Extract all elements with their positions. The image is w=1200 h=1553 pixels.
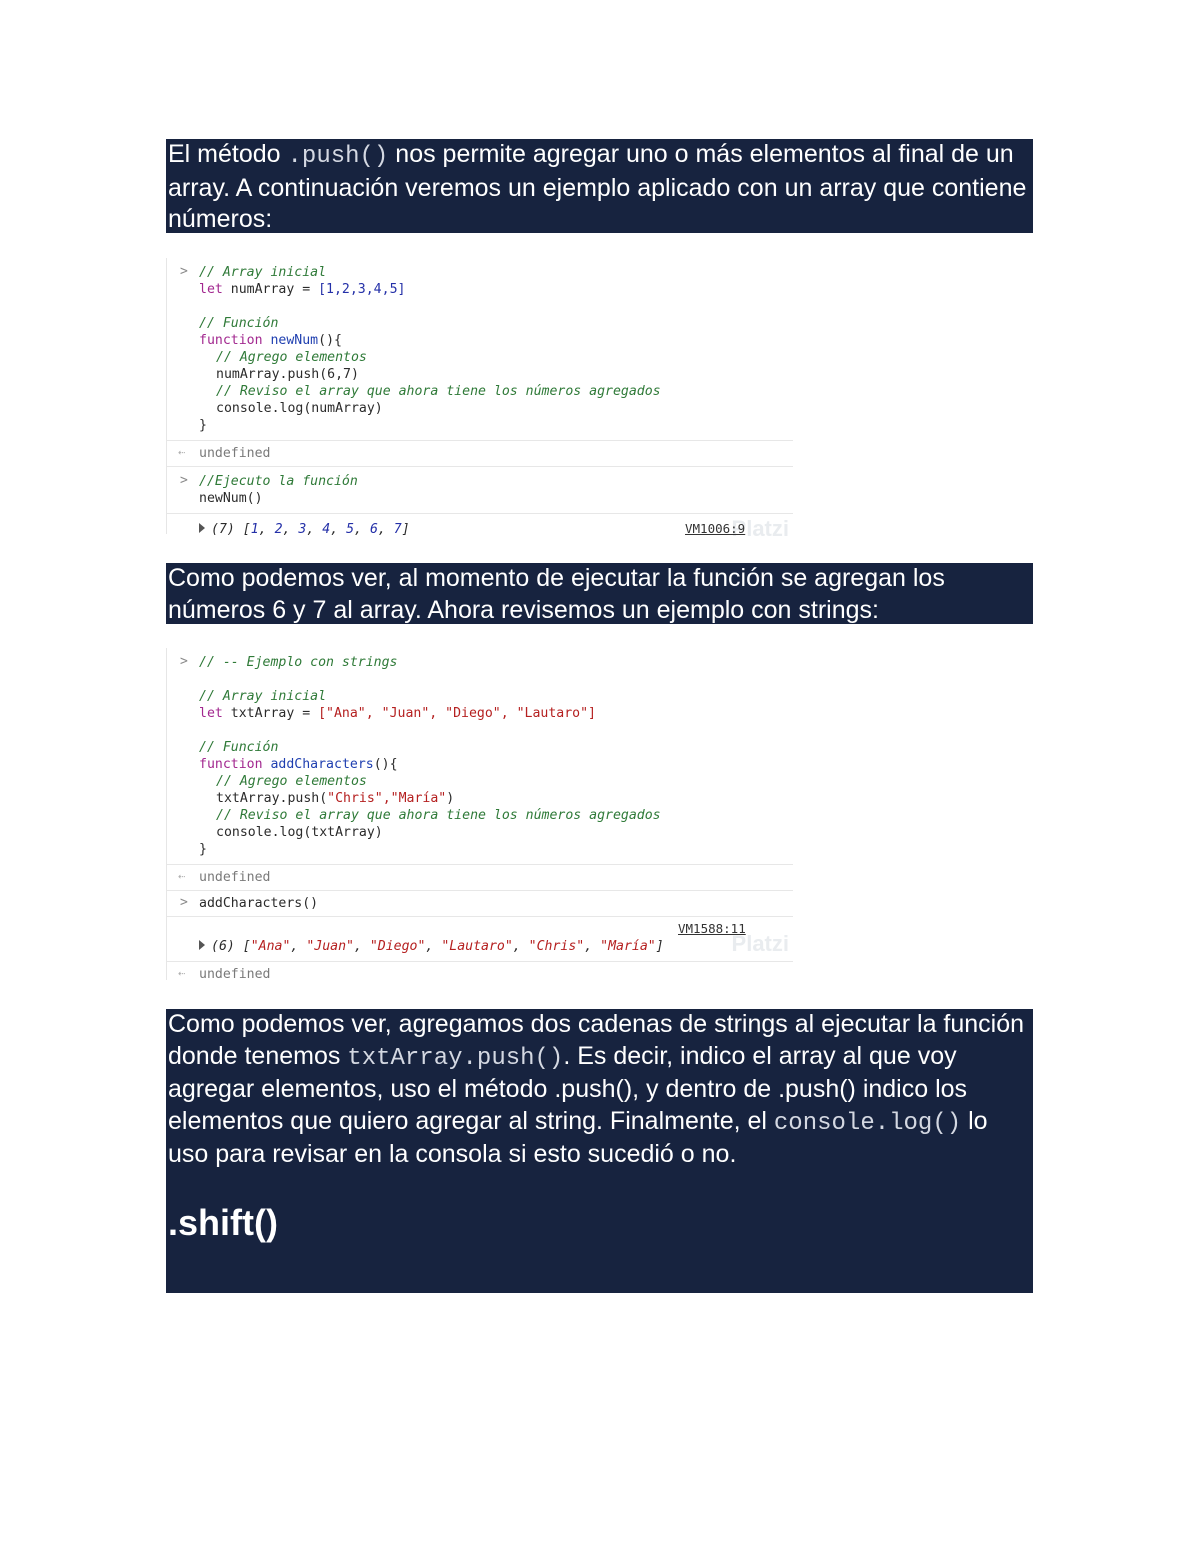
code-comment: // Reviso el array que ahora tiene los números agregados xyxy=(216,808,661,823)
txtarray-push-code: txtArray.push() xyxy=(347,1044,564,1072)
platzi-watermark: Platzi xyxy=(731,931,789,956)
shift-heading: .shift() xyxy=(168,1201,278,1243)
array-literal: ["Ana", "Juan", "Diego", "Lautaro"] xyxy=(318,706,596,721)
intro-text-pre: El método xyxy=(168,140,288,168)
array-value: "Ana" xyxy=(250,939,291,954)
console-input-entry xyxy=(167,258,793,440)
return-arrow-icon: ⇠ xyxy=(178,445,186,459)
code-line-call: addCharacters() xyxy=(199,896,319,911)
code-comment: // -- Ejemplo con strings xyxy=(199,655,398,670)
code-line-call: newNum() xyxy=(199,491,263,506)
code-line-push: numArray.push(6,7) xyxy=(216,367,359,382)
array-value: "Juan" xyxy=(306,939,354,954)
code-line-close: } xyxy=(199,842,207,857)
array-length: (6) xyxy=(211,939,235,954)
code-comment: // Array inicial xyxy=(199,689,327,704)
push-arguments: "Chris","María" xyxy=(327,791,447,806)
console-log-entry xyxy=(167,916,793,961)
console-log-entry xyxy=(167,513,793,544)
console-input-entry xyxy=(167,890,793,916)
middle-text-block xyxy=(166,563,1033,624)
array-literal: [1,2,3,4,5] xyxy=(318,282,406,297)
prompt-chevron-icon: > xyxy=(180,264,188,279)
variable-name: numArray = xyxy=(222,282,319,297)
undefined-output: undefined xyxy=(199,446,271,461)
code-line-function xyxy=(199,332,793,349)
console-log-code: console.log() xyxy=(773,1109,962,1137)
code-line-declaration xyxy=(199,281,793,298)
code-line-log: console.log(txtArray) xyxy=(216,825,383,840)
prompt-chevron-icon: > xyxy=(180,654,188,669)
source-link[interactable]: VM1006:9 xyxy=(685,521,746,536)
console-screenshot-numbers xyxy=(166,258,793,541)
code-comment: // Función xyxy=(199,316,279,331)
array-value: 2 xyxy=(274,522,283,537)
expand-triangle-icon[interactable] xyxy=(199,523,205,533)
code-line-close: } xyxy=(199,418,207,433)
code-comment: // Reviso el array que ahora tiene los números agregados xyxy=(216,384,661,399)
array-result[interactable]: (6) ["Ana", "Juan", "Diego", "Lautaro", "Chris", "María"] xyxy=(199,938,793,955)
closing-text-2: . Es decir, indico el array al que voy agregar elementos, uso el método .push(), y dentro de .push() indico los elementos que quiero agregar al string. Finalmente, el xyxy=(168,1041,968,1135)
array-value: "Diego" xyxy=(369,939,426,954)
console-input-entry xyxy=(167,648,793,864)
variable-name: txtArray = xyxy=(222,706,319,721)
source-link[interactable]: VM1588:11 xyxy=(678,921,746,936)
array-value: 5 xyxy=(346,522,355,537)
array-length: (7) xyxy=(211,522,235,537)
closing-paragraph xyxy=(168,1009,1031,1171)
keyword: let xyxy=(199,706,223,721)
console-output-entry xyxy=(167,961,793,987)
keyword: let xyxy=(199,282,223,297)
prompt-chevron-icon: > xyxy=(180,473,188,488)
code-comment: // Array inicial xyxy=(199,265,327,280)
intro-text-block xyxy=(166,139,1033,233)
code-line-push xyxy=(199,790,793,807)
closing-text-3: lo uso para revisar en la consola si esto sucedió o no. xyxy=(168,1106,988,1168)
code-comment: // Agrego elementos xyxy=(216,774,367,789)
platzi-watermark: Platzi xyxy=(731,516,789,541)
keyword: function xyxy=(199,333,263,348)
array-value: 4 xyxy=(322,522,331,537)
code-line-function xyxy=(199,756,793,773)
prompt-chevron-icon: > xyxy=(180,895,188,910)
console-output-entry xyxy=(167,440,793,466)
array-value: 1 xyxy=(250,522,259,537)
code-comment: // Agrego elementos xyxy=(216,350,367,365)
expand-triangle-icon[interactable] xyxy=(199,940,205,950)
middle-paragraph: Como podemos ver, al momento de ejecutar la función se agregan los números 6 y 7 al array. Ahora revisemos un ejemplo con strings: xyxy=(168,564,945,624)
console-screenshot-strings xyxy=(166,648,793,980)
return-arrow-icon: ⇠ xyxy=(178,869,186,883)
array-value: 6 xyxy=(369,522,378,537)
code-line-log: console.log(numArray) xyxy=(216,401,383,416)
intro-paragraph xyxy=(168,139,1031,236)
intro-text-post: nos permite agregar uno o más elementos al final de un array. A continuación veremos un ejemplo aplicado con un array que contiene números: xyxy=(168,140,1027,233)
push-suffix: ) xyxy=(446,791,455,806)
array-value: 7 xyxy=(393,522,402,537)
function-open: (){ xyxy=(318,333,342,348)
undefined-output: undefined xyxy=(199,967,271,982)
console-output-entry xyxy=(167,864,793,890)
array-result[interactable]: (7) [1, 2, 3, 4, 5, 6, 7] xyxy=(199,521,793,538)
code-line-declaration xyxy=(199,705,793,722)
array-value: "Lautaro" xyxy=(441,939,513,954)
code-comment: //Ejecuto la función xyxy=(199,474,358,489)
function-name: newNum xyxy=(270,333,319,348)
push-prefix: txtArray.push( xyxy=(216,791,328,806)
array-value: "Chris" xyxy=(528,939,585,954)
closing-text-block xyxy=(166,1009,1033,1293)
push-method-code: .push() xyxy=(287,143,389,170)
closing-text-1: Como podemos ver, agregamos dos cadenas de strings al ejecutar la función donde tenemos xyxy=(168,1010,1025,1070)
return-arrow-icon: ⇠ xyxy=(178,966,186,980)
function-open: (){ xyxy=(373,757,398,772)
array-value: "María" xyxy=(600,939,656,954)
function-name: addCharacters xyxy=(270,757,374,772)
code-comment: // Función xyxy=(199,740,279,755)
console-input-entry xyxy=(167,466,793,513)
keyword: function xyxy=(199,757,263,772)
array-value: 3 xyxy=(298,522,307,537)
undefined-output: undefined xyxy=(199,870,271,885)
